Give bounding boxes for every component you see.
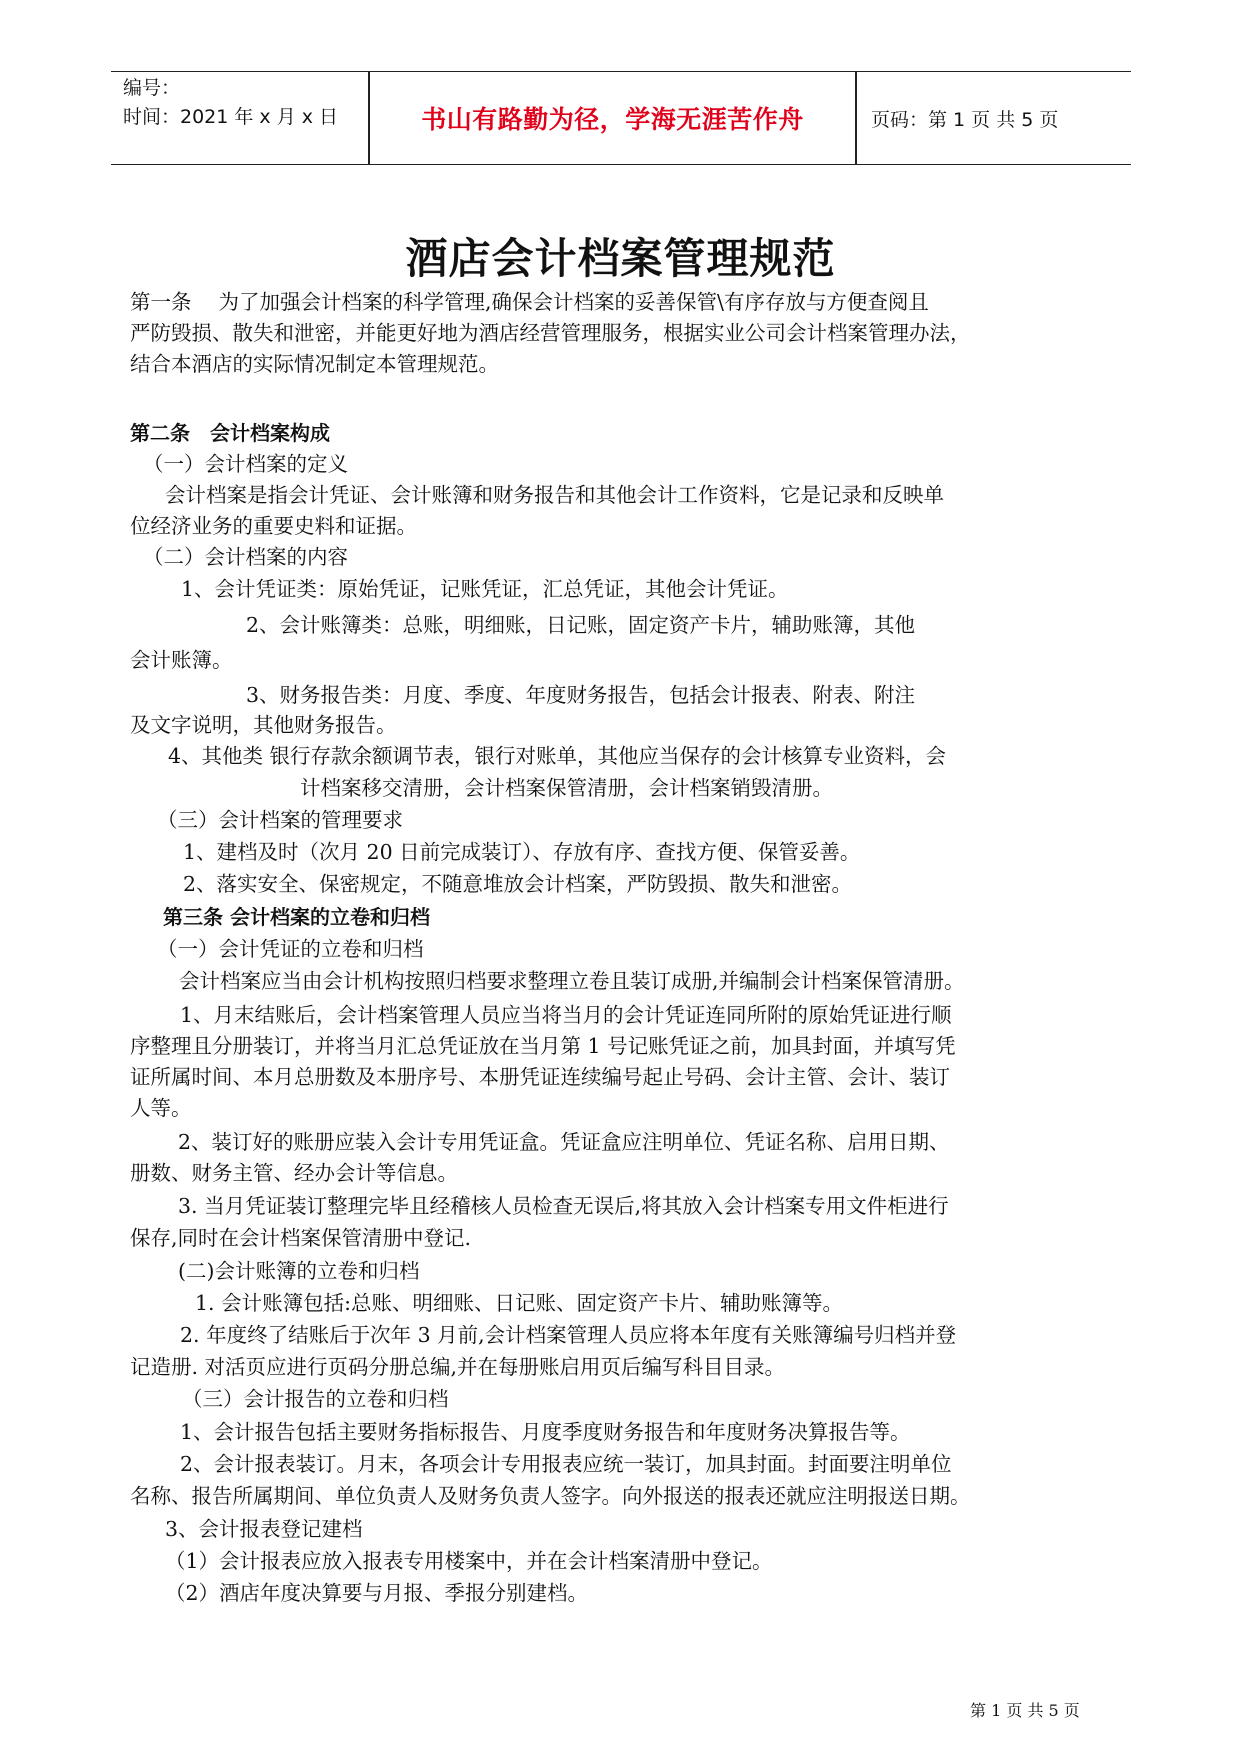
header-divider: [855, 72, 857, 164]
text-line: 严防毁损、散失和泄密，并能更好地为酒店经营管理服务，根据实业公司会计档案管理办法，: [130, 321, 971, 345]
page-footer: 第 1 页 共 5 页: [970, 1701, 1080, 1720]
text-line: 计档案移交清册，会计档案保管清册，会计档案销毁清册。: [300, 776, 833, 800]
list-item: （1）会计报表应放入报表专用楼案中，并在会计档案清册中登记。: [165, 1549, 773, 1573]
list-item: 1、会计凭证类：原始凭证，记账凭证，汇总凭证，其他会计凭证。: [181, 577, 789, 601]
list-item: 2、会计报表装订。月末，各项会计专用报表应统一装订，加具封面。封面要注明单位: [180, 1452, 952, 1476]
list-item: 3、财务报告类：月度、季度、年度财务报告，包括会计报表、附表、附注: [246, 683, 916, 707]
list-item: 3. 当月凭证装订整理完毕且经稽核人员检查无误后,将其放入会计档案专用文件柜进行: [178, 1194, 949, 1218]
header-page-info: 页码：第 1 页 共 5 页: [871, 108, 1059, 131]
text-line: 册数、财务主管、经办会计等信息。: [130, 1161, 458, 1185]
text-line: 及文字说明，其他财务报告。: [130, 713, 397, 737]
list-item: （2）酒店年度决算要与月报、季报分别建档。: [165, 1581, 589, 1605]
number-label: 编号：: [123, 77, 181, 99]
list-item: 1、建档及时（次月 20 日前完成装订）、存放有序、查找方便、保管妥善。: [183, 840, 861, 864]
header-meta: [123, 74, 363, 132]
text-line: 会计档案应当由会计机构按照归档要求整理立卷且装订成册,并编制会计档案保管清册。: [179, 969, 965, 993]
text-line: 记造册. 对活页应进行页码分册总编,并在每册账启用页后编写科目目录。: [130, 1355, 786, 1379]
subsection-heading: （一）会计档案的定义: [143, 452, 348, 476]
text-line: 会计账簿。: [130, 648, 233, 672]
section-heading: 第三条 会计档案的立卷和归档: [163, 905, 430, 929]
text-line: 第一条 为了加强会计档案的科学管理,确保会计档案的妥善保管\有序存放与方便查阅且: [130, 290, 929, 314]
list-item: 3、会计报表登记建档: [165, 1517, 363, 1541]
list-item: 2、落实安全、保密规定，不随意堆放会计档案，严防毁损、散失和泄密。: [183, 872, 853, 896]
time-label: 时间：2021 年 x 月 x 日: [123, 106, 339, 128]
header-motto: 书山有路勤为径，学海无涯苦作舟: [421, 105, 804, 134]
list-item: 2、装订好的账册应装入会计专用凭证盒。凭证盒应注明单位、凭证名称、启用日期、: [178, 1130, 950, 1154]
text-line: 人等。: [130, 1096, 192, 1120]
text-line: 保存,同时在会计档案保管清册中登记.: [130, 1226, 472, 1250]
section-heading: 第二条 会计档案构成: [130, 421, 330, 445]
text-line: 证所属时间、本月总册数及本册序号、本册凭证连续编号起止号码、会计主管、会计、装订: [130, 1065, 950, 1089]
subsection-heading: （三）会计报告的立卷和归档: [182, 1387, 449, 1411]
list-item: 1、月末结账后，会计档案管理人员应当将当月的会计凭证连同所附的原始凭证进行顺: [180, 1003, 952, 1027]
subsection-heading: （一）会计凭证的立卷和归档: [157, 937, 424, 961]
list-item: 2. 年度终了结账后于次年 3 月前,会计档案管理人员应将本年度有关账簿编号归档并登: [180, 1323, 957, 1347]
document-title: 酒店会计档案管理规范: [405, 234, 836, 283]
subsection-heading: （二）会计档案的内容: [143, 545, 348, 569]
page-header: [111, 71, 1131, 165]
subsection-heading: （三）会计档案的管理要求: [157, 808, 403, 832]
text-line: 会计档案是指会计凭证、会计账簿和财务报告和其他会计工作资料，它是记录和反映单: [165, 483, 944, 507]
text-line: 名称、报告所属期间、单位负责人及财务负责人签字。向外报送的报表还就应注明报送日期。: [130, 1484, 971, 1508]
text-line: 位经济业务的重要史料和证据。: [130, 514, 417, 538]
list-item: 2、会计账簿类：总账，明细账，日记账，固定资产卡片，辅助账簿，其他: [246, 613, 916, 637]
list-item: 4、其他类 银行存款余额调节表，银行对账单，其他应当保存的会计核算专业资料，会: [168, 744, 947, 768]
list-item: 1. 会计账簿包括:总账、明细账、日记账、固定资产卡片、辅助账簿等。: [195, 1291, 843, 1315]
list-item: 1、会计报告包括主要财务指标报告、月度季度财务报告和年度财务决算报告等。: [180, 1420, 911, 1444]
text-line: 序整理且分册装订，并将当月汇总凭证放在当月第 1 号记账凭证之前，加具封面，并填写凭: [130, 1034, 956, 1058]
subsection-heading: (二)会计账簿的立卷和归档: [178, 1259, 420, 1283]
text-line: 结合本酒店的实际情况制定本管理规范。: [130, 352, 499, 376]
